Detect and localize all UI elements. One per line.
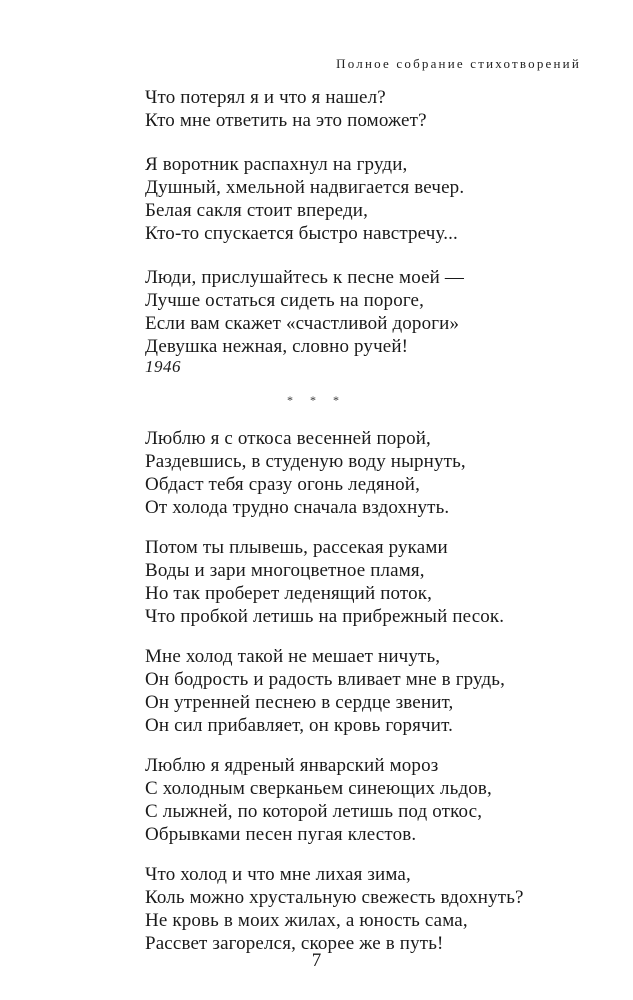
poem-date: 1946 [145, 357, 181, 376]
poem-line: Кто мне ответить на это поможет? [145, 110, 427, 131]
poem-line: Если вам скажет «счастливой дороги» [145, 313, 460, 334]
poem-line: Люди, прислушайтесь к песне моей — [145, 267, 465, 288]
poem-line: Душный, хмельной надвигается вечер. [145, 177, 465, 198]
poem-line: Рассвет загорелся, скорее же в путь! [145, 933, 444, 954]
stanza [145, 427, 585, 519]
stanza [145, 86, 585, 132]
poem-line: Воды и зари многоцветное пламя, [145, 560, 425, 581]
poem-1 [145, 86, 585, 358]
poem-line: Кто-то спускается быстро навстречу... [145, 223, 458, 244]
poem-line: С холодным сверканьем синеющих льдов, [145, 778, 492, 799]
running-head: Полное собрание стихотворений [336, 56, 581, 71]
poem-line: Не кровь в моих жилах, а юность сама, [145, 910, 468, 931]
poem-line: Он утренней песнею в сердце звенит, [145, 692, 454, 713]
poem-line: Я воротник распахнул на груди, [145, 154, 408, 175]
poem-line: Он сил прибавляет, он кровь горячит. [145, 715, 453, 736]
poem-line: Белая сакля стоит впереди, [145, 200, 368, 221]
poem-line: Лучше остаться сидеть на пороге, [145, 290, 425, 311]
poem-line: Раздевшись, в студеную воду нырнуть, [145, 451, 466, 472]
poem-line: Он бодрость и радость вливает мне в грудь, [145, 669, 506, 690]
poem-2 [145, 427, 585, 955]
poem-line: Обдаст тебя сразу огонь ледяной, [145, 474, 421, 495]
poem-line: Люблю я ядреный январский мороз [145, 755, 439, 776]
stanza [145, 153, 585, 245]
poem-line: Обрывками песен пугая клестов. [145, 824, 417, 845]
poem-line: Коль можно хрустальную свежесть вдохнуть? [145, 887, 524, 908]
poem-line: От холода трудно сначала вздохнуть. [145, 497, 450, 518]
stanza [145, 536, 585, 628]
poem-line: Но так проберет леденящий поток, [145, 583, 433, 604]
poem-line: Люблю я с откоса весенней порой, [145, 428, 431, 449]
poem-line: Что потерял я и что я нашел? [145, 87, 386, 108]
poem-line: Мне холод такой не мешает ничуть, [145, 646, 441, 667]
stanza [145, 645, 585, 737]
poem-line: Что пробкой летишь на прибрежный песок. [145, 606, 505, 627]
poem-line: Потом ты плывешь, рассекая руками [145, 537, 448, 558]
poem-line: С лыжней, по которой летишь под откос, [145, 801, 483, 822]
page-number: 7 [311, 950, 322, 971]
stanza [145, 754, 585, 846]
poem-line: Девушка нежная, словно ручей! [145, 336, 409, 357]
poem-line: Что холод и что мне лихая зима, [145, 864, 411, 885]
stanza [145, 266, 585, 358]
section-separator: * * * [287, 393, 346, 407]
stanza [145, 863, 585, 955]
